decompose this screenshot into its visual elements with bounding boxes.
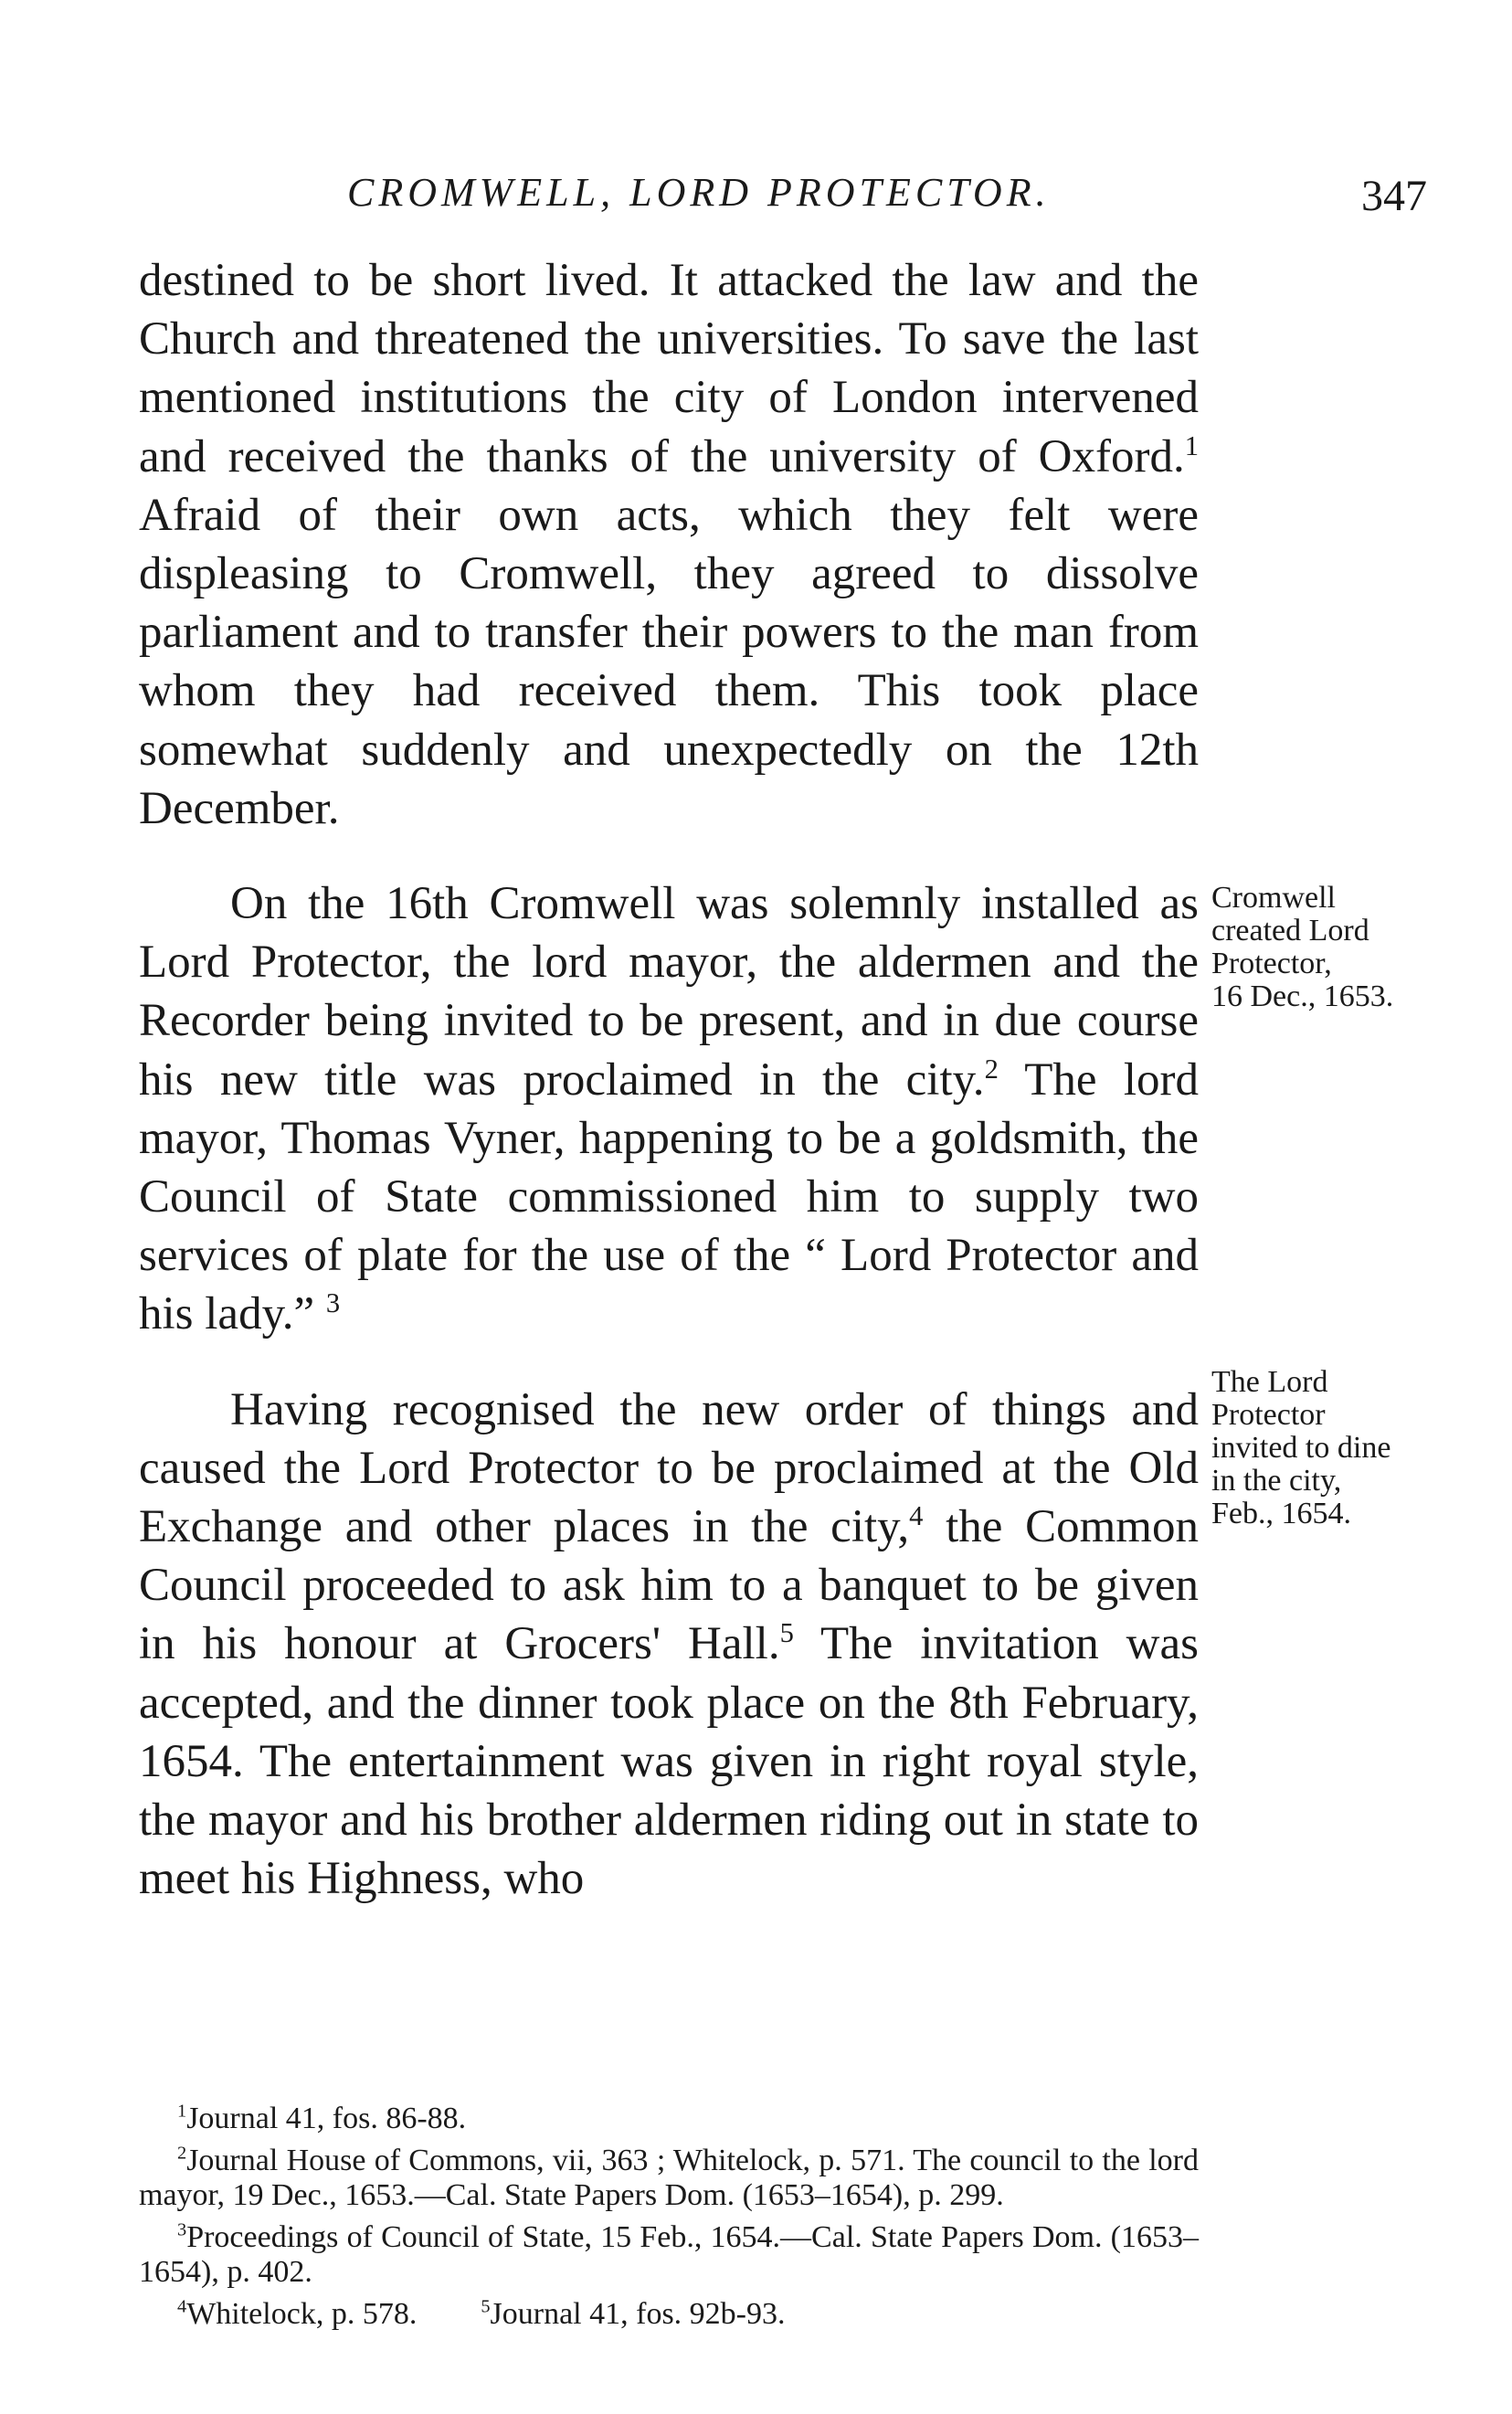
footnote-number: 1 <box>177 2101 187 2122</box>
margin-note-invited-to-dine <box>1211 1366 1512 1530</box>
footnote-text: Journal 41, fos. 86-88. <box>186 2102 467 2135</box>
footnote <box>139 2144 1199 2213</box>
paragraph-text: On the 16th Cromwell was solemnly installed as Lord Protector, the lord mayor, the aldermen and the Recorder being invited to be present, and in due course his new title was proclaimed in the city. <box>139 878 1199 1106</box>
footnotes <box>139 2102 1199 2339</box>
footnote <box>481 2297 785 2331</box>
margin-note-line: The Lord <box>1211 1365 1328 1399</box>
footnote-ref: 3 <box>325 1287 341 1319</box>
paragraph-text: Afraid of their own acts, which they felt were displeasing to Cromwell, they agreed to dissolve parliament and to transfer their powers to the man from whom they had received them. This took place somewhat suddenly and unexpectedly on the 12th December. <box>139 489 1199 834</box>
footnote-number: 5 <box>481 2296 491 2317</box>
paragraph-text: the Common Council proceeded to ask him to a banquet to be given in his honour at Grocers' Hall. <box>139 1501 1199 1670</box>
main-text <box>139 251 1199 1908</box>
paragraph-text: The lord mayor, Thomas Vyner, happening to be a goldsmith, the Council of State commissioned him to supply two services of plate for the use of the “ Lord Protector and his lady.” <box>139 1053 1199 1340</box>
footnote-ref: 1 <box>1184 429 1199 461</box>
paragraph <box>139 874 1199 1344</box>
paragraph-text: The invitation was accepted, and the dinner took place on the 8th February, 1654. The entertainment was given in right royal style, the mayor and his brother aldermen riding out in state to meet his Highness, who <box>139 1618 1199 1905</box>
page-number: 347 <box>1361 172 1427 220</box>
footnote-ref: 5 <box>779 1617 794 1649</box>
footnote-text: Journal House of Commons, vii, 363 ; Whitelock, p. 571. The council to the lord mayor, 19 Dec., 1653.—Cal. State Papers Dom. (1653–1654), p. 299. <box>139 2144 1199 2212</box>
footnote <box>139 2220 1199 2290</box>
running-title: CROMWELL, LORD PROTECTOR. <box>347 170 1051 215</box>
margin-note-line: invited to dine <box>1211 1431 1391 1465</box>
paragraph-text: Having recognised the new order of things and caused the Lord Protector to be proclaimed at the Old Exchange and other places in the city, <box>139 1383 1199 1553</box>
paragraph-text: destined to be short lived. It attacked the law and the Church and threatened the universities. To save the last mentioned institutions the city of London intervened and received the thanks of the university of Oxford. <box>139 255 1199 482</box>
footnote <box>177 2297 417 2331</box>
footnote-number: 4 <box>177 2296 187 2317</box>
margin-note-line: Cromwell <box>1211 881 1336 915</box>
footnote-text: Proceedings of Council of State, 15 Feb., 1654.—Cal. State Papers Dom. (1653–1654), p. 402. <box>139 2220 1199 2289</box>
page-header <box>0 169 1512 224</box>
paragraph <box>139 251 1199 838</box>
margin-note-line: Protector, <box>1211 947 1332 980</box>
footnote-text: Journal 41, fos. 92b-93. <box>490 2297 786 2331</box>
footnote-number: 3 <box>177 2219 187 2240</box>
margin-note-line: in the city, <box>1211 1464 1342 1498</box>
paragraph <box>139 1381 1199 1909</box>
footnote-text: Whitelock, p. 578. <box>186 2297 418 2331</box>
margin-note-line: Feb., 1654. <box>1211 1497 1351 1530</box>
footnote-ref: 4 <box>909 1500 924 1532</box>
margin-note-line: created Lord <box>1211 914 1369 948</box>
footnote-ref: 2 <box>984 1053 999 1085</box>
margin-note-cromwell-created <box>1211 882 1512 1013</box>
footnote-row <box>139 2297 1199 2332</box>
margin-note-line: Protector <box>1211 1398 1326 1432</box>
footnote-number: 2 <box>177 2143 187 2164</box>
margin-note-line: 16 Dec., 1653. <box>1211 979 1394 1013</box>
footnote <box>139 2102 1199 2136</box>
